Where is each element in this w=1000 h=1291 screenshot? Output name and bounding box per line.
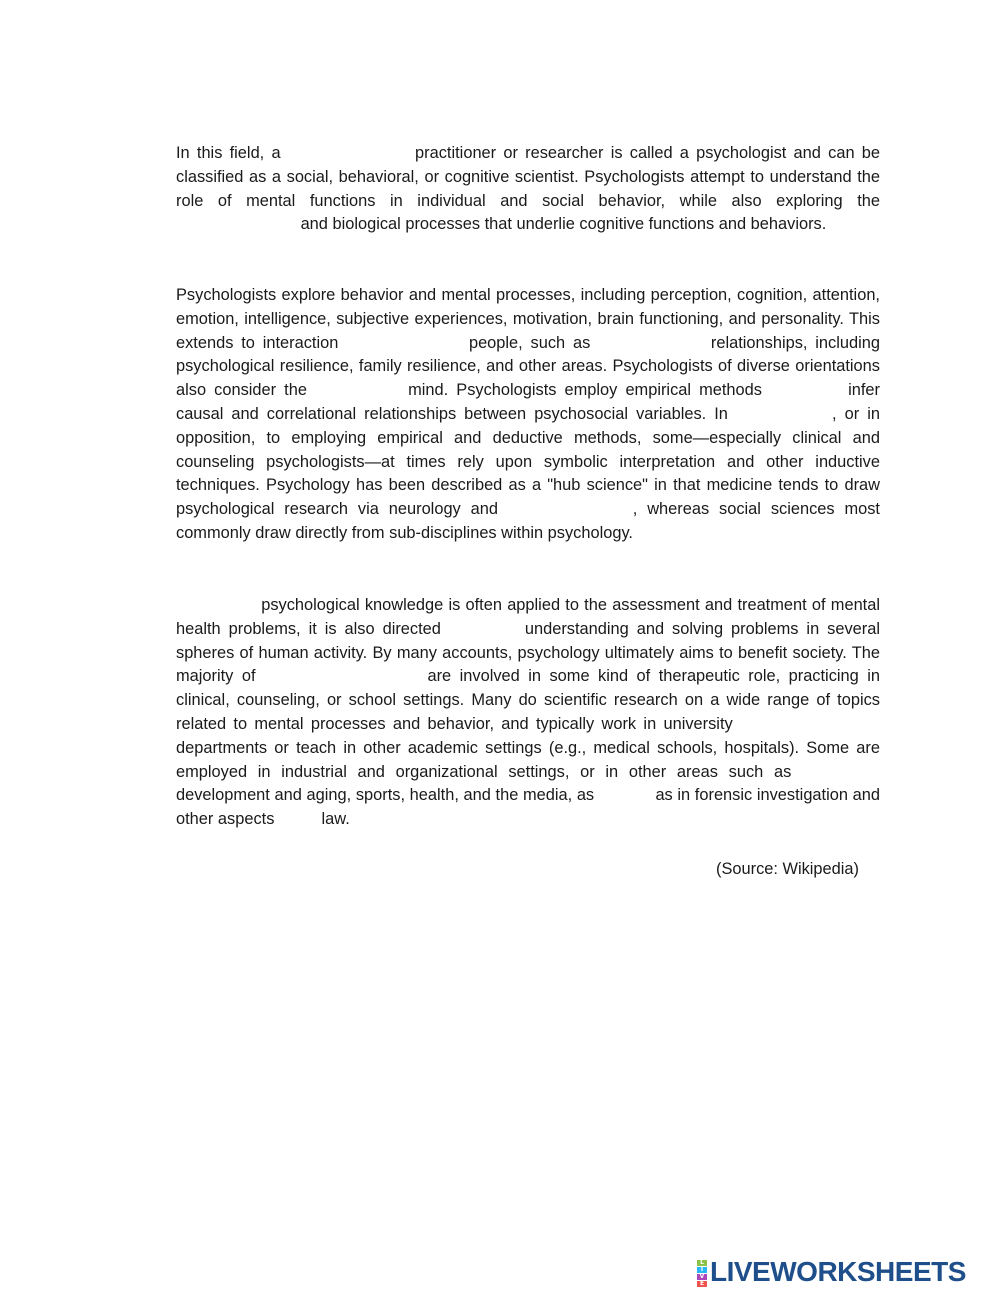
paragraph-1-text: practitioner or researcher is called a psychologist and can be classified as a social, behavioral, or cognitive scientist. Psychologists attempt to understand the role of mental functions in individual and social behavior, while also exploring the: [176, 144, 881, 210]
answer-blank[interactable]: [315, 383, 400, 399]
liveworksheets-logo: [697, 1257, 966, 1287]
paragraph-3-text: understanding and solving problems in several spheres of human activity. By many accounts, psychology ultimately aims to benefit society. The majority of: [176, 619, 880, 686]
paragraph-2-text: , whereas social sciences most commonly draw directly from sub-disciplines within psychology.: [176, 500, 880, 542]
logo-mark-letter: L: [697, 1260, 707, 1266]
answer-blank[interactable]: [176, 597, 256, 613]
answer-blank[interactable]: [288, 145, 408, 161]
paragraph-3: [176, 594, 880, 832]
answer-blank[interactable]: [599, 788, 651, 804]
paragraph-2-text: people, such as: [468, 333, 591, 352]
answer-blank[interactable]: [508, 502, 623, 518]
answer-blank[interactable]: [264, 669, 419, 685]
answer-blank[interactable]: [740, 716, 880, 732]
paragraph-2: [176, 284, 880, 546]
answer-blank[interactable]: [176, 217, 296, 233]
logo-text: LIVEWORKSHEETS: [710, 1256, 966, 1287]
paragraph-2-text: , or in opposition, to employing empirical and deductive methods, some—especially clinical and counseling psychologists—at times rely upon symbolic interpretation and other inductive techniques. Psychology has been described as a "hub science" in that medicine tends to draw psychological research via neurology and: [176, 404, 880, 519]
paragraph-3-text: as in forensic investigation and other aspects: [176, 786, 880, 829]
answer-blank[interactable]: [802, 764, 880, 780]
paragraph-1-text: and biological processes that underlie cognitive functions and behaviors.: [300, 215, 827, 234]
paragraph-3-text: departments or teach in other academic settings (e.g., medical schools, hospitals). Some are employed in industrial and organizational settings, or in other areas such as: [176, 738, 880, 781]
paragraph-2-text: Psychologists explore behavior and mental processes, including perception, cognition, attention, emotion, intelligence, subjective experiences, motivation, brain functioning, and personality. This extends to interaction: [176, 286, 880, 352]
paragraph-2-text: infer causal and correlational relationships between psychosocial variables. In: [176, 381, 880, 423]
paragraph-3-text: law.: [321, 810, 350, 829]
logo-mark-letter: V: [697, 1274, 707, 1280]
answer-blank[interactable]: [346, 335, 461, 351]
answer-blank[interactable]: [770, 383, 840, 399]
logo-mark-letter: I: [697, 1267, 707, 1273]
answer-blank[interactable]: [279, 812, 317, 828]
paragraph-3-text: development and aging, sports, health, and the media, as: [176, 786, 595, 805]
source-citation: (Source: Wikipedia): [715, 860, 859, 878]
answer-blank[interactable]: [736, 406, 824, 422]
answer-blank[interactable]: [598, 335, 703, 351]
paragraph-2-text: mind. Psychologists employ empirical methods: [408, 381, 762, 400]
logo-mark-icon: [697, 1259, 707, 1285]
paragraph-3-text: psychological knowledge is often applied to the assessment and treatment of mental health problems, it is also directed: [176, 596, 880, 638]
paragraph-1: [176, 142, 880, 237]
logo-mark-letter: E: [697, 1281, 707, 1287]
paragraph-1-text: In this field, a: [176, 144, 281, 162]
paragraph-2-text: relationships, including psychological resilience, family resilience, and other areas. Psychologists of diverse orientations also consider the: [176, 333, 880, 400]
paragraph-3-text: are involved in some kind of therapeutic role, practicing in clinical, counseling, or school settings. Many do scientific research on a wide range of topics related to mental processes and behavior, and typically work in university: [176, 667, 880, 733]
answer-blank[interactable]: [449, 621, 517, 637]
